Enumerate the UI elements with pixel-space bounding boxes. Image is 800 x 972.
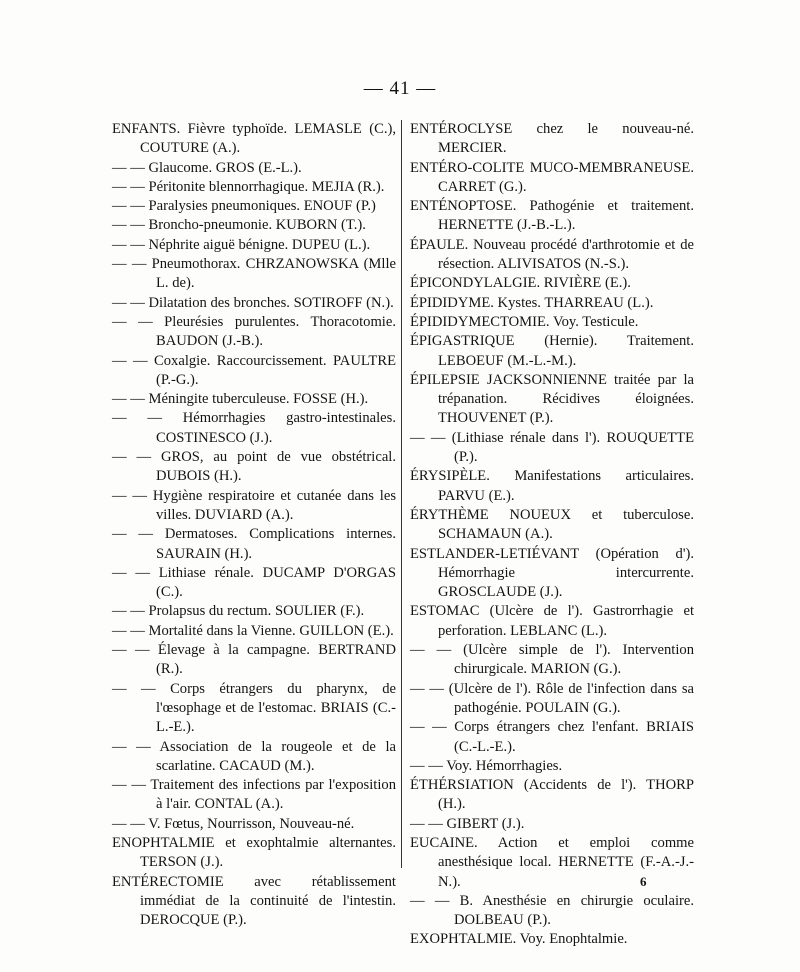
index-entry: — — Élevage à la campagne. BERTRAND (R.). — [112, 642, 396, 678]
right-column — [410, 120, 694, 950]
index-entry: — — GROS, au point de vue obstétrical. DUBOIS (H.). — [112, 449, 396, 485]
index-entry: — — Hygiène respiratoire et cutanée dans les villes. DUVIARD (A.). — [112, 487, 396, 523]
index-entry: — — Coxalgie. Raccourcissement. PAULTRE (P.-G.). — [112, 352, 396, 388]
index-entry: ESTOMAC (Ulcère de l'). Gastrorrhagie et perforation. LEBLANC (L.). — [410, 603, 694, 639]
index-entry: — — Traitement des infections par l'exposition à l'air. CONTAL (A.). — [112, 777, 396, 813]
index-entry: — — Broncho-pneumonie. KUBORN (T.). — [112, 217, 366, 234]
index-entry: — — (Ulcère simple de l'). Intervention chirurgicale. MARION (G.). — [410, 642, 694, 678]
index-entry: — — Méningite tuberculeuse. FOSSE (H.). — [112, 391, 369, 408]
index-entry: ÉPILEPSIE JACKSONNIENNE traitée par la trépanation. Récidives éloignées. THOUVENET (P.). — [410, 371, 694, 427]
index-entry: — — Lithiase rénale. DUCAMP D'ORGAS (C.). — [112, 564, 396, 601]
index-entry: — — B. Anesthésie en chirurgie oculaire. DOLBEAU (P.). — [410, 892, 694, 929]
index-entry: — — Paralysies pneumoniques. ENOUF (P.) — [112, 198, 376, 215]
index-entry: ÉPIGASTRIQUE (Hernie). Traitement. LEBOEUF (M.-L.-M.). — [410, 333, 694, 369]
index-entry: ÉPIDIDYME. Kystes. THARREAU (L.). — [410, 294, 654, 311]
index-entry: ENTÉRECTOMIE avec rétablissement immédiat de la continuité de l'intestin. DEROCQUE (P.). — [112, 873, 396, 929]
index-entry: EUCAINE. Action et emploi comme anesthésique local. HERNETTE (F.-A.-J.-N.). — [410, 834, 694, 890]
index-entry: ÉRYTHÈME NOUEUX et tuberculose. SCHAMAUN (A.). — [410, 506, 694, 543]
index-entry: ÉTHÉRSIATION (Accidents de l'). THORP (H.). — [410, 777, 694, 813]
index-entry: ÉPAULE. Nouveau procédé d'arthrotomie et de résection. ALIVISATOS (N.-S.). — [410, 236, 694, 273]
index-entry: — — Corps étrangers du pharynx, de l'œsophage et de l'estomac. BRIAIS (C.-L.-E.). — [112, 680, 396, 736]
index-entry: ENOPHTALMIE et exophtalmie alternantes. TERSON (J.). — [112, 834, 396, 871]
index-entry: — — Prolapsus du rectum. SOULIER (F.). — [112, 603, 365, 620]
column-divider — [401, 120, 402, 868]
index-entry: — — Corps étrangers chez l'enfant. BRIAIS (C.-L.-E.). — [410, 719, 694, 755]
index-entry: EXOPHTALMIE. Voy. Enophtalmie. — [410, 931, 628, 948]
index-entry: — — Néphrite aiguë bénigne. DUPEU (L.). — [112, 236, 371, 253]
index-entry: — — Mortalité dans la Vienne. GUILLON (E.). — [112, 622, 394, 639]
index-entry: ESTLANDER-LETIÉVANT (Opération d'). Hémorrhagie intercurrente. GROSCLAUDE (J.). — [410, 545, 694, 601]
index-entry: ENFANTS. Fièvre typhoïde. LEMASLE (C.), COUTURE (A.). — [112, 121, 396, 157]
left-column — [112, 120, 396, 930]
page-number-header: — 41 — — [363, 78, 437, 99]
index-entry: ÉRYSIPÈLE. Manifestations articulaires. PARVU (E.). — [410, 468, 694, 504]
index-entry: — — Dilatation des bronches. SOTIROFF (N.). — [112, 294, 394, 311]
index-entry: — — Glaucome. GROS (E.-L.). — [112, 159, 302, 176]
index-entry: — — V. Fœtus, Nourrisson, Nouveau-né. — [112, 815, 355, 832]
index-entry: — — Péritonite blennorrhagique. MEJIA (R.). — [112, 178, 385, 195]
index-entry: ÉPIDIDYMECTOMIE. Voy. Testicule. — [410, 313, 639, 330]
index-entry: — — Pneumothorax. CHRZANOWSKA (Mlle L. de). — [112, 256, 396, 292]
index-entry: ENTÉROCLYSE chez le nouveau-né. MERCIER. — [410, 121, 694, 157]
index-entry: ÉPICONDYLALGIE. RIVIÈRE (E.). — [410, 275, 631, 292]
index-entry: — — (Ulcère de l'). Rôle de l'infection dans sa pathogénie. POULAIN (G.). — [410, 680, 694, 716]
signature-mark: 6 — [640, 874, 647, 889]
index-entry: — — GIBERT (J.). — [410, 815, 525, 832]
index-entry: — — Hémorrhagies gastro-intestinales. COSTINESCO (J.). — [112, 410, 396, 446]
index-entry: — — Pleurésies purulentes. Thoracotomie. BAUDON (J.-B.). — [112, 313, 396, 350]
index-entry: — — (Lithiase rénale dans l'). ROUQUETTE (P.). — [410, 429, 694, 466]
index-entry: — — Dermatoses. Complications internes. SAURAIN (H.). — [112, 526, 396, 562]
index-entry: — — Association de la rougeole et de la scarlatine. CACAUD (M.). — [112, 738, 396, 774]
index-entry: ENTÉRO-COLITE MUCO-MEMBRANEUSE. CARRET (G.). — [410, 159, 694, 195]
index-entry: ENTÉNOPTOSE. Pathogénie et traitement. HERNETTE (J.-B.-L.). — [410, 198, 694, 234]
index-entry: — — Voy. Hémorrhagies. — [410, 757, 563, 774]
